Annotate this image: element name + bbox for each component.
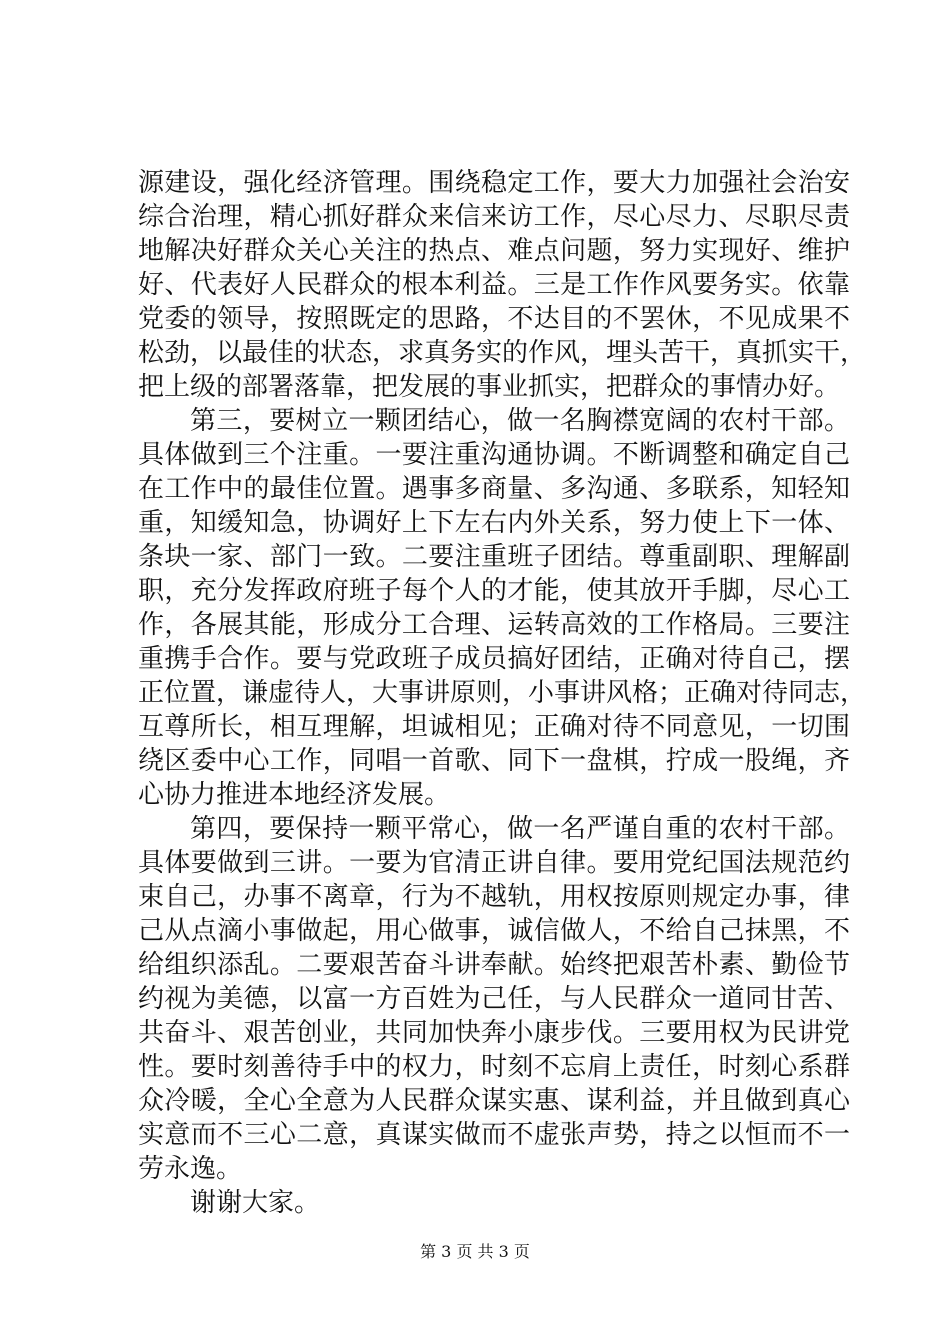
text-line: 约视为美德，以富一方百姓为己任，与人民群众一道同甘苦、 [138,984,850,1014]
text-line: 把上级的部署落靠，把发展的事业抓实，把群众的事情办好。 [138,372,841,402]
text-line: 松劲，以最佳的状态，求真务实的作风，埋头苦干，真抓实干， [138,338,867,368]
text-line: 众冷暖，全心全意为人民群众谋实惠、谋利益，并且做到真心 [138,1086,850,1116]
text-line: 束自己，办事不离章，行为不越轨，用权按原则规定办事，律 [138,882,850,912]
text-line: 具体做到三个注重。一要注重沟通协调。不断调整和确定自己 [138,440,850,470]
text-line: 好、代表好人民群众的根本利益。三是工作作风要务实。依靠 [138,270,850,300]
body-text [138,166,867,1220]
text-line: 在工作中的最佳位置。遇事多商量、多沟通、多联系，知轻知 [138,474,850,504]
text-line: 第四，要保持一颗平常心，做一名严谨自重的农村干部。 [190,814,850,844]
text-line: 劳永逸。 [138,1154,243,1184]
text-line: 条块一家、部门一致。二要注重班子团结。尊重副职、理解副 [138,542,850,572]
text-line: 重，知缓知急，协调好上下左右内外关系，努力使上下一体、 [138,508,850,538]
text-line: 绕区委中心工作，同唱一首歌、同下一盘棋，拧成一股绳，齐 [138,746,850,776]
text-line: 重携手合作。要与党政班子成员搞好团结，正确对待自己，摆 [138,644,850,674]
text-line: 共奋斗、艰苦创业，共同加快奔小康步伐。三要用权为民讲党 [138,1018,850,1048]
text-line: 己从点滴小事做起，用心做事，诚信做人，不给自己抹黑，不 [138,916,850,946]
text-line: 谢谢大家。 [190,1188,321,1218]
text-line: 给组织添乱。二要艰苦奋斗讲奉献。始终把艰苦朴素、勤俭节 [138,950,850,980]
text-line: 互尊所长，相互理解，坦诚相见；正确对待不同意见，一切围 [138,712,850,742]
page-footer: 第 3 页 共 3 页 [420,1242,530,1261]
text-line: 综合治理，精心抓好群众来信来访工作，尽心尽力、尽职尽责 [138,202,850,232]
text-line: 作，各展其能，形成分工合理、运转高效的工作格局。三要注 [138,610,850,640]
text-line: 具体要做到三讲。一要为官清正讲自律。要用党纪国法规范约 [138,848,850,878]
text-line: 性。要时刻善待手中的权力，时刻不忘肩上责任，时刻心系群 [138,1052,850,1082]
text-line: 源建设，强化经济管理。围绕稳定工作，要大力加强社会治安 [138,168,850,198]
text-line: 职，充分发挥政府班子每个人的才能，使其放开手脚，尽心工 [138,576,850,606]
text-line: 第三，要树立一颗团结心，做一名胸襟宽阔的农村干部。 [190,406,850,436]
text-line: 实意而不三心二意，真谋实做而不虚张声势，持之以恒而不一 [138,1120,850,1150]
text-line: 地解决好群众关心关注的热点、难点问题，努力实现好、维护 [138,236,850,266]
text-line: 心协力推进本地经济发展。 [138,780,451,810]
text-line: 正位置，谦虚待人，大事讲原则，小事讲风格；正确对待同志， [138,678,867,708]
text-line: 党委的领导，按照既定的思路，不达目的不罢休，不见成果不 [138,304,850,334]
